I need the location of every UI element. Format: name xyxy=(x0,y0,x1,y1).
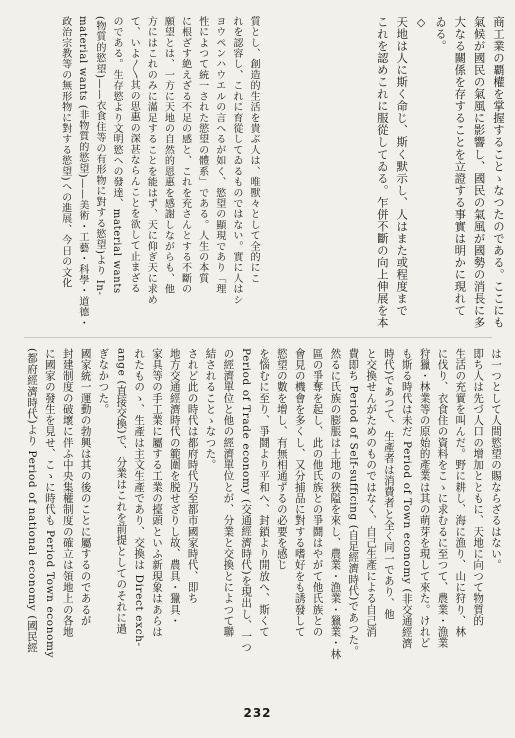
text-column: 商工業の覇權を掌握することゝなつたのである。ここにも xyxy=(492,16,506,329)
text-column: 方にはこれのみに滿足することを能はず、天に仰ぎ天に求め xyxy=(145,16,157,306)
text-column: 會見の機會を多くし、又分捕品に對する嗜好をも誘發して xyxy=(293,348,306,638)
text-column: 即ち人は先づ人口の增加とともに、天地に向つて物質的 xyxy=(472,348,485,627)
text-column: 願望とは、一方に天地の自然的恩惠を感謝しながらも、他 xyxy=(162,16,174,295)
text-column: 封建制度の破壞に伴ふ中央集權制度の確立は領地上の各地 xyxy=(61,348,74,638)
text-column: の經濟單位と他の經濟單位とが、分業と交換とによつて聯 xyxy=(222,348,235,638)
text-column: 生活の充實を叫んだ。野に耕し、海に漁り、山に狩り、林 xyxy=(454,348,467,638)
text-column: 時代)であつて、生產者は消費者と全く同一であり、他 xyxy=(382,348,395,620)
text-column: も斯る時代は未だ Period of Town economy (非交通經濟 xyxy=(400,348,413,649)
text-column: 費即ち Period of Self-sufficing (自足經濟時代)であつた。 xyxy=(347,348,360,657)
text-column: て、いよ〳〵其の思惠の深甚ならんことを欲して止まざる xyxy=(128,16,140,294)
text-column: (都府經濟時代)より Period of national economy (國民經 xyxy=(26,348,39,654)
text-column: と交換せんがためのものではなく、自己生產による自己消 xyxy=(365,348,378,638)
text-column: 大なる關係を存することを立證する事實は明かに現れて xyxy=(453,16,468,317)
text-column: を惱むに至り、爭鬪より平和へ、封鎖より開放へ、斯くて xyxy=(258,348,271,638)
text-column: ヨウペンハウエルの言へるが如く、慾望の顯現であり「理 xyxy=(213,16,225,295)
text-column: 結されることゝなつた。 xyxy=(204,348,217,471)
text-column: Period of Trade economy (交通經濟時代)を現出し、一つ xyxy=(240,348,253,654)
paragraph-commerce xyxy=(358,16,508,328)
text-column: 家具等の手工業に屬する工業の擡頭といふ新現象はあらは xyxy=(150,348,163,638)
text-column: は一つとして人間慾望の賜ならざるはない。 xyxy=(490,348,502,571)
paragraph-desire xyxy=(12,16,262,328)
text-column: ゐる。 xyxy=(433,16,448,53)
text-column: れたものゝ、生產は主文生產であり、交換は Direct exch- xyxy=(133,348,146,647)
text-column: 慾望の數を增し、有無相通ずるの必要を感じ xyxy=(275,348,288,571)
text-column: に伐り、衣食住の資料をこゝに求むるに至つて、農業・漁業 xyxy=(436,348,449,649)
text-column: material wants (非物質的慾望)——美術・工藝・科學・道德・ xyxy=(76,16,88,329)
text-column: 狩獵・林業等の原始的產業は其の萌芽を現して來た。けれど xyxy=(418,348,431,649)
text-column: のである。生存慾より文明慾への發達、material wants xyxy=(111,16,122,294)
text-column: これを認めこれに服從してゐる。乍併不斷の向上伸展を本 xyxy=(375,16,390,329)
text-column: 氣候が國民の氣風に影響し、國民の氣風が國勢の消長に多 xyxy=(472,16,487,329)
section-divider xyxy=(24,337,492,338)
text-column: ぎなかつた。 xyxy=(97,348,110,415)
text-column: ange (直接交換)で、分業はこれを前提としてのそれに過 xyxy=(115,348,128,635)
text-column: 然るに氏族の膨脹は土地の狹隘を來し、農業・漁業・獵業・林 xyxy=(329,348,342,660)
text-column: 區の爭奪を起し、此の他氏族との爭鬪はやがて他氏族との xyxy=(311,348,324,638)
text-column: れを認容し、これに育從してゐるものではない。實に人はシ xyxy=(230,16,242,306)
text-column: 天地は人に斯く命じ、斯く默示し、人はまた或程度まで xyxy=(395,16,410,317)
page-number: 232 xyxy=(243,706,272,720)
paragraph-economy-history xyxy=(12,348,504,693)
text-column: 性によつて統一された慾望の體系」である。人生の本質 xyxy=(196,16,208,284)
text-column: 地方交通經濟時代の範圍を脱せざりし故、農具・獵具・ xyxy=(168,348,181,627)
text-column: 政治宗教等の無形物に對する慾望)への進展、今日の文化 xyxy=(59,16,71,289)
section-mark: ◇ xyxy=(414,16,428,30)
text-column: に根ざす絶えざる不足の感と、これを充さんとする不斷の xyxy=(179,16,191,295)
text-column: 質とし、創造的生活を貴ぶ人は、唯獸々として全的にこ xyxy=(248,16,259,284)
text-column: されど此の時代は都府時代乃至都市國家時代、即ち xyxy=(186,348,199,604)
text-column: (物質的慾望)——衣食住等の有形物に對する慾望)より In- xyxy=(93,16,105,296)
text-column: に國家の發生を見せ、こゝに時代も Period Town economy xyxy=(43,348,56,659)
text-column: 國家統一運動の勃興は其の後のことに屬するのであるが xyxy=(79,348,92,627)
